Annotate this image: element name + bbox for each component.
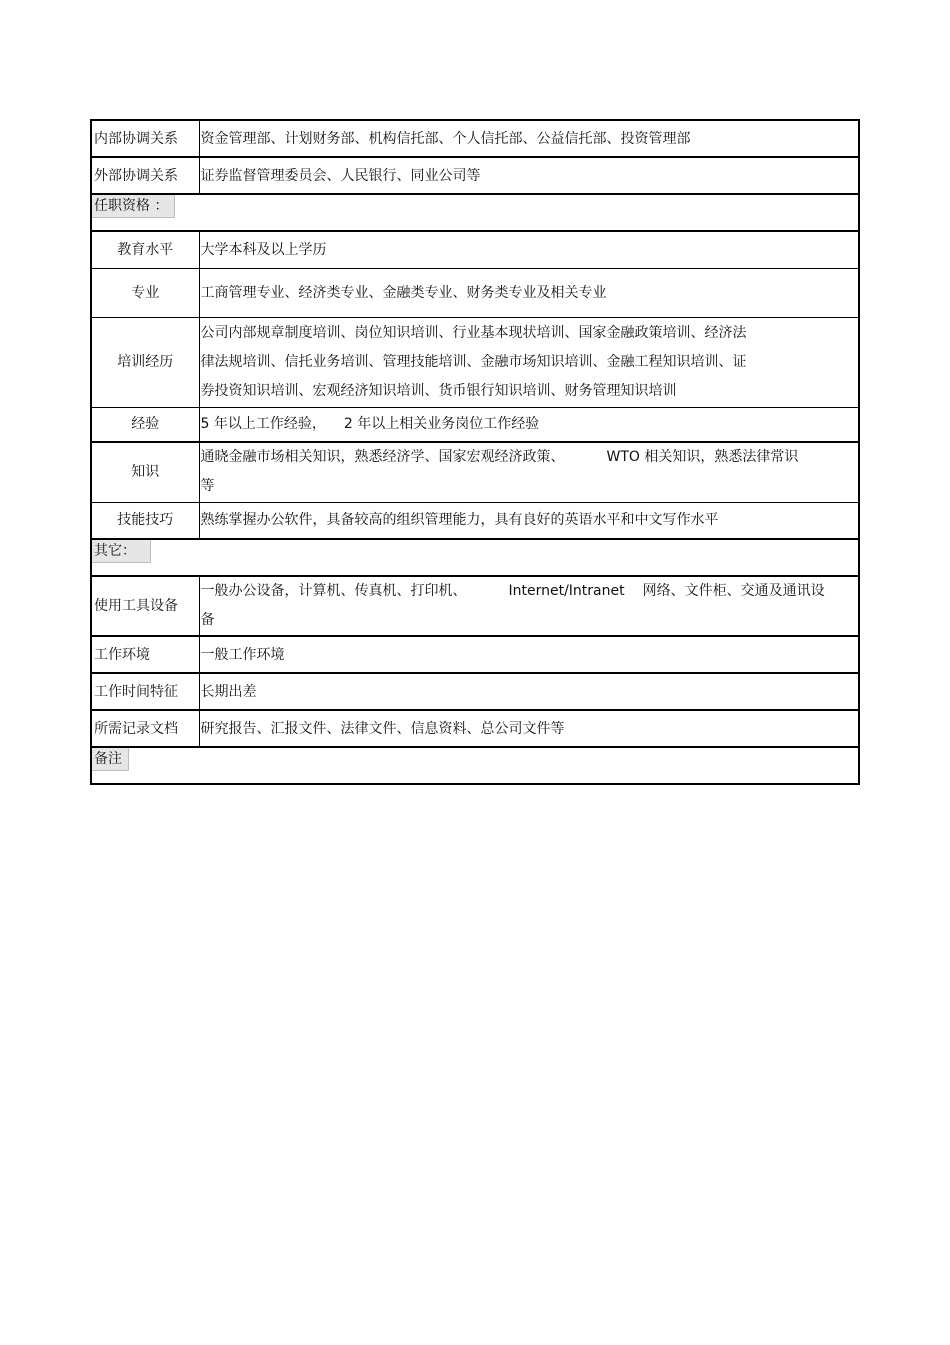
skills-label: 技能技巧 [91, 502, 199, 539]
environment-label: 工作环境 [91, 636, 199, 673]
training-line-1: 公司内部规章制度培训、岗位知识培训、行业基本现状培训、国家金融政策培训、经济法 [200, 324, 747, 341]
knowledge-part-1: 通晓金融市场相关知识，熟悉经济学、国家宏观经济政策、 [200, 449, 565, 466]
internal-coordination-label: 内部协调关系 [91, 120, 199, 157]
job-description-sheet [90, 119, 860, 785]
internal-coordination-value: 资金管理部、计划财务部、机构信托部、个人信托部、公益信托部、投资管理部 [199, 120, 859, 157]
knowledge-value [199, 442, 859, 502]
environment-value: 一般工作环境 [199, 636, 859, 673]
major-row [91, 268, 859, 317]
external-coordination-value: 证券监督管理委员会、人民银行、同业公司等 [199, 157, 859, 194]
experience-value [199, 407, 859, 442]
skills-value: 熟练掌握办公软件，具备较高的组织管理能力，具有良好的英语水平和中文写作水平 [199, 502, 859, 539]
training-label: 培训经历 [91, 317, 199, 407]
qualification-section-title: 任职资格 ： [92, 195, 175, 218]
qualification-section-row [91, 194, 859, 231]
external-coordination-label: 外部协调关系 [91, 157, 199, 194]
work-time-label: 工作时间特征 [91, 673, 199, 710]
education-value: 大学本科及以上学历 [199, 231, 859, 268]
documents-label: 所需记录文档 [91, 710, 199, 747]
knowledge-part-2: WTO 相关知识，熟悉法律常识 [606, 449, 799, 466]
knowledge-part-3: 等 [200, 478, 215, 495]
training-value [199, 317, 859, 407]
other-section-cell [91, 539, 859, 576]
tools-part-4: 备 [200, 612, 215, 628]
work-time-value: 长期出差 [199, 673, 859, 710]
education-row [91, 231, 859, 268]
notes-section-cell [91, 747, 859, 784]
other-section-row [91, 539, 859, 576]
major-value: 工商管理专业、经济类专业、金融类专业、财务类专业及相关专业 [199, 268, 859, 317]
training-row [91, 317, 859, 407]
major-label: 专业 [91, 268, 199, 317]
work-time-row [91, 673, 859, 710]
tools-row [91, 576, 859, 636]
knowledge-row [91, 442, 859, 502]
qualification-section-cell [91, 194, 859, 231]
training-line-3: 券投资知识培训、宏观经济知识培训、货币银行知识培训、财务管理知识培训 [200, 382, 677, 399]
notes-section-title: 备注 [92, 748, 129, 771]
documents-value: 研究报告、汇报文件、法律文件、信息资料、总公司文件等 [199, 710, 859, 747]
experience-part-2: 2 年以上相关业务岗位工作经验 [343, 416, 540, 433]
internal-coordination-row [91, 120, 859, 157]
tools-value [199, 576, 859, 636]
tools-label: 使用工具设备 [91, 576, 199, 636]
job-description-table [90, 119, 860, 785]
experience-label: 经验 [91, 407, 199, 442]
knowledge-label: 知识 [91, 442, 199, 502]
training-line-2: 律法规培训、信托业务培训、管理技能培训、金融市场知识培训、金融工程知识培训、证 [200, 353, 747, 370]
experience-row [91, 407, 859, 442]
education-label: 教育水平 [91, 231, 199, 268]
tools-part-2: Internet/Intranet [508, 583, 625, 599]
tools-part-1: 一般办公设备，计算机、传真机、打印机、 [200, 583, 467, 599]
external-coordination-row [91, 157, 859, 194]
documents-row [91, 710, 859, 747]
other-section-title: 其它： [92, 540, 151, 563]
experience-part-1: 5 年以上工作经验， [200, 416, 326, 433]
tools-part-3: 网络、文件柜、交通及通讯设 [642, 583, 825, 599]
notes-section-row [91, 747, 859, 784]
skills-row [91, 502, 859, 539]
environment-row [91, 636, 859, 673]
